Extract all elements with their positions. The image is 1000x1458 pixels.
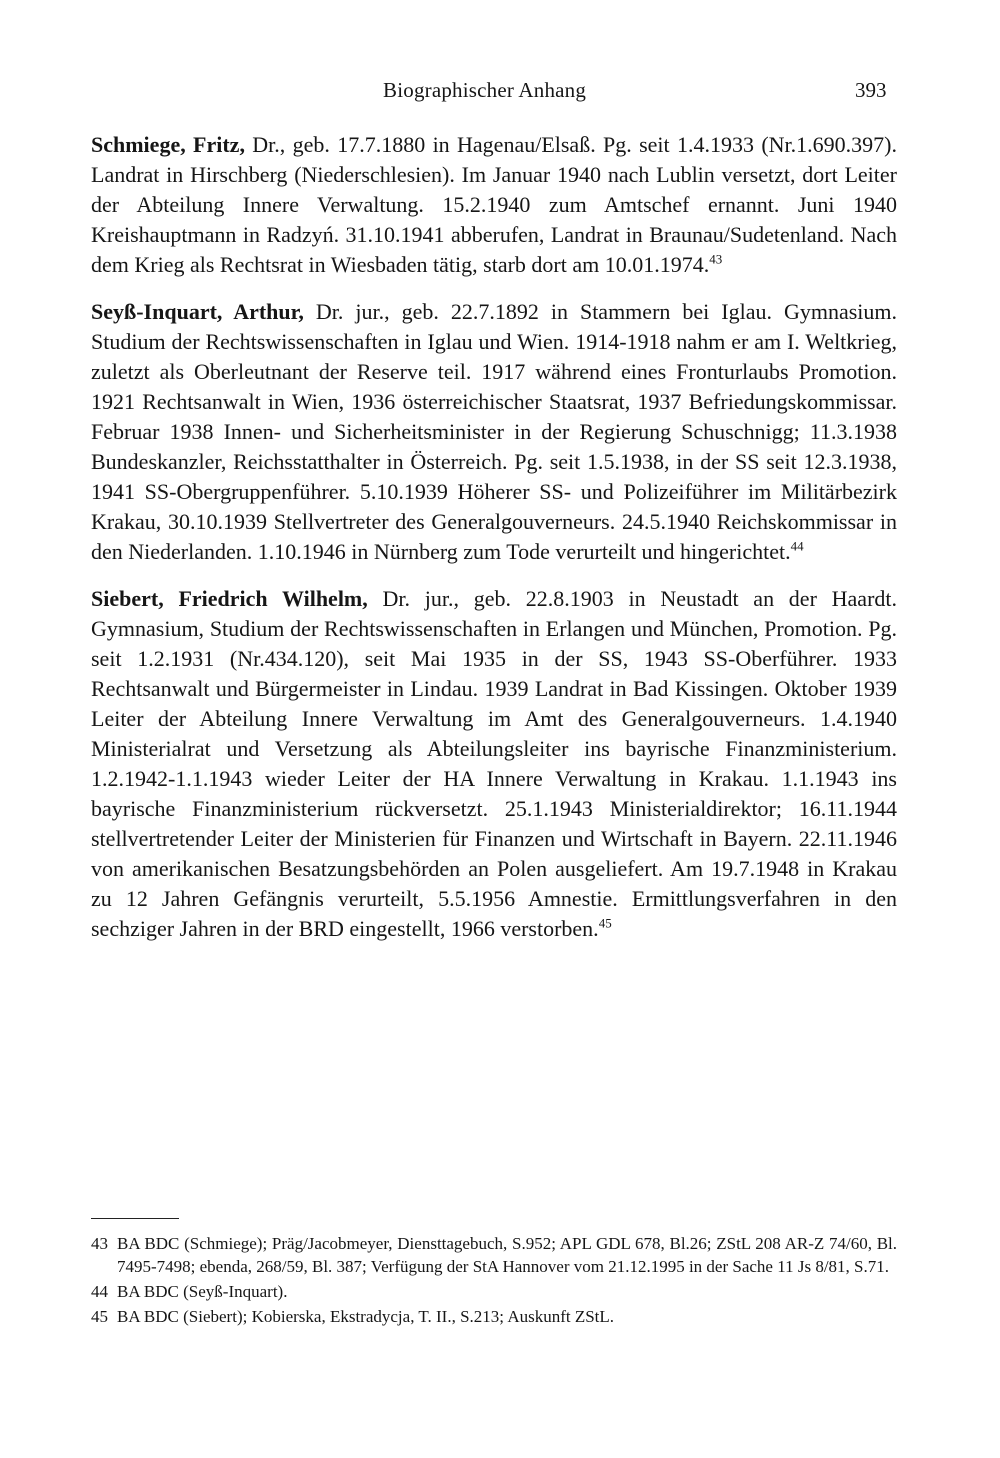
entry-text: Dr. jur., geb. 22.8.1903 in Neustadt an der Haardt. Gymnasium, Studium der Rechtswissenschaften in Erlangen und München, Promotion. Pg. seit 1.2.1931 (Nr.434.120), seit Mai 1935 in der SS, 1943 SS-Oberführer. 1933 Rechtsanwalt und Bürgermeister in Lindau. 1939 Landrat in Bad Kissingen. Oktober 1939 Leiter der Abteilung Innere Verwaltung im Amt des Generalgouverneurs. 1.4.1940 Ministerialrat und Versetzung als Abteilungsleiter ins bayrische Finanzministerium. 1.2.1942-1.1.1943 wieder Leiter der HA Innere Verwaltung in Krakau. 1.1.1943 ins bayrische Finanzministerium rückversetzt. 25.1.1943 Ministerialdirektor; 16.11.1944 stellvertretender Leiter der Ministerien für Finanzen und Wirtschaft in Bayern. 22.11.1946 von amerikanischen Besatzungsbehörden an Polen ausgeliefert. Am 19.7.1948 in Krakau zu 12 Jahren Gefängnis verurteilt, 5.5.1956 Amnestie. Ermittlungsverfahren in den sechziger Jahren in der BRD eingestellt, 1966 verstorben. (91, 586, 898, 941)
biography-entries (91, 130, 897, 961)
running-title: Biographischer Anhang (383, 78, 587, 102)
footnote-number: 45 (91, 1307, 108, 1326)
entry-name: Schmiege, Fritz, (91, 132, 245, 157)
biography-entry-seyss-inquart (91, 297, 897, 567)
footnote-43 (91, 1232, 897, 1278)
footnote-ref: 45 (598, 915, 612, 931)
page-number: 393 (855, 78, 887, 102)
footnote-text: BA BDC (Schmiege); Präg/Jacobmeyer, Diensttagebuch, S.952; APL GDL 678, Bl.26; ZStL 208 AR-Z 74/60, Bl. 7495-7498; ebenda, 268/59, Bl. 387; Verfügung der StA Hannover vom 21.12.1995 in der Sache 11 Js 8/81, S.71. (117, 1234, 897, 1276)
biography-entry-siebert (91, 584, 897, 944)
footnote-separator (91, 1218, 179, 1219)
entry-text: Dr., geb. 17.7.1880 in Hagenau/Elsaß. Pg. seit 1.4.1933 (Nr.1.690.397). Landrat in Hirschberg (Niederschlesien). Im Januar 1940 nach Lublin versetzt, dort Leiter der Abteilung Innere Verwaltung. 15.2.1940 zum Amtschef ernannt. Juni 1940 Kreishauptmann in Radzyń. 31.10.1941 abberufen, Landrat in Braunau/Sudetenland. Nach dem Krieg als Rechtsrat in Wiesbaden tätig, starb dort am 10.01.1974. (91, 132, 897, 277)
footnote-text: BA BDC (Seyß-Inquart). (117, 1282, 288, 1301)
entry-text: Dr. jur., geb. 22.7.1892 in Stammern bei Iglau. Gymnasium. Studium der Rechtswissenschaften in Iglau und Wien. 1914-1918 nahm er am I. Weltkrieg, zuletzt als Oberleutnant der Reserve teil. 1917 während eines Fronturlaubs Promotion. 1921 Rechtsanwalt in Wien, 1936 österreichischer Staatsrat, 1937 Befriedungskommissar. Februar 1938 Innen- und Sicherheitsminister in der Regierung Schuschnigg; 11.3.1938 Bundeskanzler, Reichsstatthalter in Österreich. Pg. seit 1.5.1938, in der SS seit 12.3.1938, 1941 SS-Obergruppenführer. 5.10.1939 Höherer SS- und Polizeiführer im Militärbezirk Krakau, 30.10.1939 Stellvertreter des Generalgouverneurs. 24.5.1940 Reichskommissar in den Niederlanden. 1.10.1946 in Nürnberg zum Tode verurteilt und hingerichtet. (91, 299, 897, 564)
footnote-number: 43 (91, 1234, 108, 1253)
footnote-ref: 44 (790, 538, 804, 554)
footnote-number: 44 (91, 1282, 108, 1301)
entry-name: Siebert, Friedrich Wilhelm, (91, 586, 368, 611)
biography-entry-schmiege (91, 130, 897, 280)
footnote-45 (91, 1305, 897, 1328)
footnote-ref: 43 (709, 251, 723, 267)
footnote-text: BA BDC (Siebert); Kobierska, Ekstradycja, T. II., S.213; Auskunft ZStL. (117, 1307, 615, 1326)
footnotes (91, 1232, 897, 1330)
entry-name: Seyß-Inquart, Arthur, (91, 299, 304, 324)
footnote-44 (91, 1280, 897, 1303)
